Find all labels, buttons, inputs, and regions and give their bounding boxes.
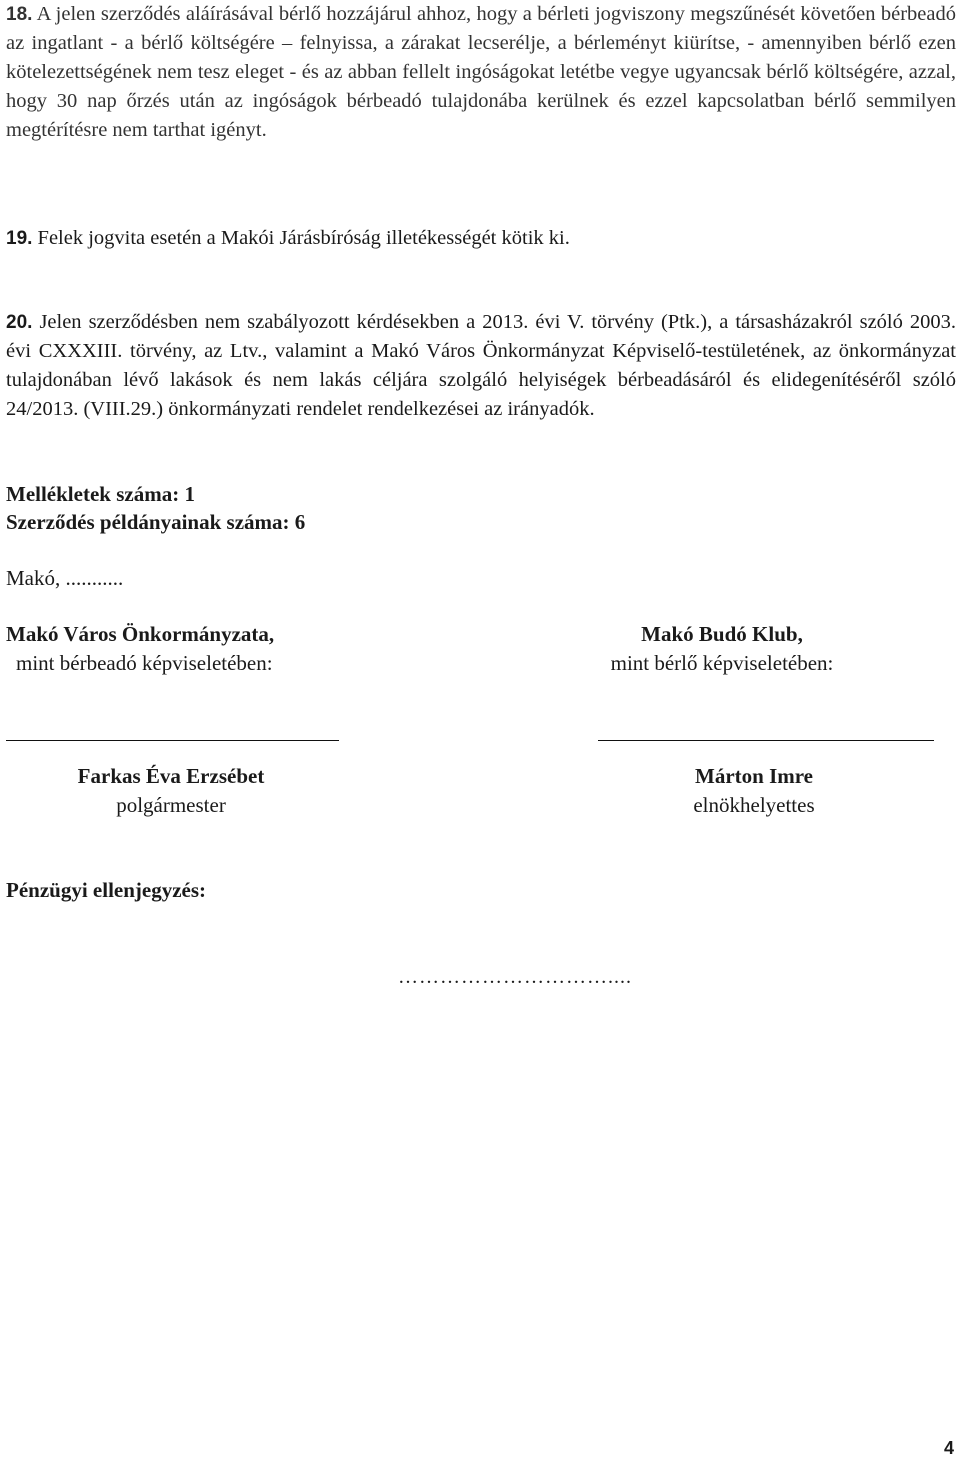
place-date: Makó, ........... [6, 566, 124, 590]
paragraph-text: Jelen szerződésben nem szabályozott kérdésekben a 2013. évi V. törvény (Ptk.), a társasházakról szóló 2003. évi CXXXIII. törvény, az Ltv., valamint a Makó Város Önkormányzat Képviselő-testületének, az önkormányzat tulajdonában lévő lakások és nem lakás céljára szolgáló helyiségek bérbeadásáról és elidegenítéséről szóló 24/2013. (VIII.29.) önkormányzati rendelet rendelkezései az irányadók. [6, 311, 956, 420]
lessor-name: Farkas Éva Erzsébet [77, 764, 265, 788]
lessor-signature-line [6, 740, 339, 741]
paragraph-20 [6, 308, 956, 424]
paragraph-19 [6, 224, 956, 253]
paragraph-number: 20. [6, 312, 33, 333]
paragraph-text: Felek jogvita esetén a Makói Járásbíróság illetékességét kötik ki. [37, 227, 570, 249]
lessee-signature-line [598, 740, 934, 741]
paragraph-number: 19. [6, 228, 33, 249]
paragraph-number: 18. [6, 4, 33, 25]
paragraph-text: A jelen szerződés aláírásával bérlő hozzájárul ahhoz, hogy a bérleti jogviszony megszűnését követően bérbeadó az ingatlant - a bérlő költségére – felnyissa, a zárakat lecserélje, a bérleményt kiürítse, - amennyiben bérlő ezen kötelezettségének nem tesz eleget - és az abban fellelt ingóságokat letétbe vegye ugyancsak bérlő költségére, azzal, hogy 30 nap őrzés után az ingóságok bérbeadó tulajdonába kerülnek és ezzel kapcsolatban bérlő semmilyen megtérítésre nem tarthat igényt. [6, 3, 956, 141]
lessee-signature-heading [532, 620, 912, 678]
financial-countersign-label: Pénzügyi ellenjegyzés: [6, 878, 207, 902]
lessee-role: mint bérlő képviseletében: [610, 651, 834, 675]
lessee-title: elnökhelyettes [693, 793, 815, 817]
lessee-party: Makó Budó Klub, [641, 622, 803, 646]
lessee-name: Márton Imre [695, 764, 813, 788]
paragraph-18 [6, 0, 956, 145]
lessor-party: Makó Város Önkormányzata, [6, 622, 275, 646]
lessor-title: polgármester [116, 793, 226, 817]
copies-count: Szerződés példányainak száma: 6 [6, 510, 306, 534]
lessor-signatory [0, 762, 361, 820]
attachments-count: Mellékletek száma: 1 [6, 482, 195, 506]
financial-countersign-dots: ………………………….... [398, 966, 632, 988]
lessor-signature-heading [0, 620, 386, 678]
page-number: 4 [943, 1438, 954, 1458]
lessee-signatory [564, 762, 944, 820]
lessor-role: mint bérbeadó képviseletében: [16, 651, 273, 675]
